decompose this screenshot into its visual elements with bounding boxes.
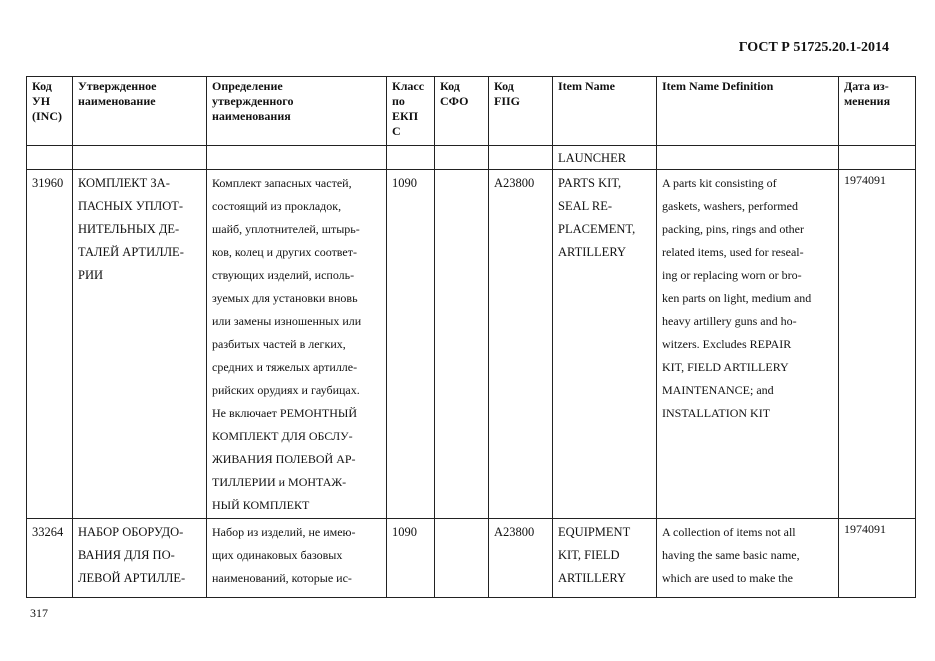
cell-class: 1090 (387, 170, 435, 518)
header-class: Класс по ЕКП С (387, 77, 435, 145)
cell-item-name: PARTS KIT, SEAL RE- PLACEMENT, ARTILLERY (553, 170, 657, 518)
cell-item-definition: A parts kit consisting of gaskets, washers, performed packing, pins, rings and other related items, used for reseal- ing or replacing worn or bro- ken parts on light, medium and heavy artillery guns and ho- witzers. Excludes REPAIR KIT, FIELD ARTILLERY MAINTENANCE; and INSTALLATION KIT (657, 170, 839, 518)
nomenclature-table (26, 76, 916, 598)
standard-number: ГОСТ Р 51725.20.1-2014 (738, 40, 889, 55)
cell-item-definition: A collection of items not all having the same basic name, which are used to make the (657, 519, 839, 597)
continuation-item-name: LAUNCHER (553, 146, 657, 169)
header-item-definition: Item Name Definition (657, 77, 839, 145)
header-item-name: Item Name (553, 77, 657, 145)
cell-inc: 31960 (27, 170, 73, 518)
cell-fiig: A23800 (489, 170, 553, 518)
cell-sfo (435, 170, 489, 518)
table-header (27, 77, 915, 146)
table-row (27, 170, 915, 519)
page-number: 317 (30, 606, 48, 620)
cell-fiig: A23800 (489, 519, 553, 597)
cell-definition: Комплект запасных частей, состоящий из прокладок, шайб, уплотнителей, штырь- ков, колец и других соответ- ствующих изделий, исполь- зуемых для установки вновь или замены изношенных или разбитых частей в легких, средних и тяжелых артилле- рийских орудиях и гаубицах. Не включает РЕМОНТНЫЙ КОМПЛЕКТ ДЛЯ ОБСЛУ- ЖИВАНИЯ ПОЛЕВОЙ АР- ТИЛЛЕРИИ и МОНТАЖ- НЫЙ КОМПЛЕКТ (207, 170, 387, 518)
header-fiig: Код FIIG (489, 77, 553, 145)
cell-inc: 33264 (27, 519, 73, 597)
cell-definition: Набор из изделий, не имею- щих одинаковых базовых наименований, которые ис- (207, 519, 387, 597)
header-inc: Код УН (INC) (27, 77, 73, 145)
header-date: Дата из- менения (844, 79, 891, 108)
cell-item-name: EQUIPMENT KIT, FIELD ARTILLERY (553, 519, 657, 597)
cell-class: 1090 (387, 519, 435, 597)
cell-sfo (435, 519, 489, 597)
cell-approved-name: НАБОР ОБОРУДО- ВАНИЯ ДЛЯ ПО- ЛЕВОЙ АРТИЛЛЕ- (73, 519, 207, 597)
table-row (27, 519, 915, 598)
cell-approved-name: КОМПЛЕКТ ЗА- ПАСНЫХ УПЛОТ- НИТЕЛЬНЫХ ДЕ- ТАЛЕЙ АРТИЛЛЕ- РИИ (73, 170, 207, 518)
header-approved-name: Утвержденное наименование (73, 77, 207, 145)
table-row-continuation (27, 146, 915, 170)
cell-date: 1974091 (844, 522, 886, 536)
header-definition: Определение утвержденного наименования (207, 77, 387, 145)
header-sfo: Код СФО (435, 77, 489, 145)
cell-date: 1974091 (844, 173, 886, 187)
